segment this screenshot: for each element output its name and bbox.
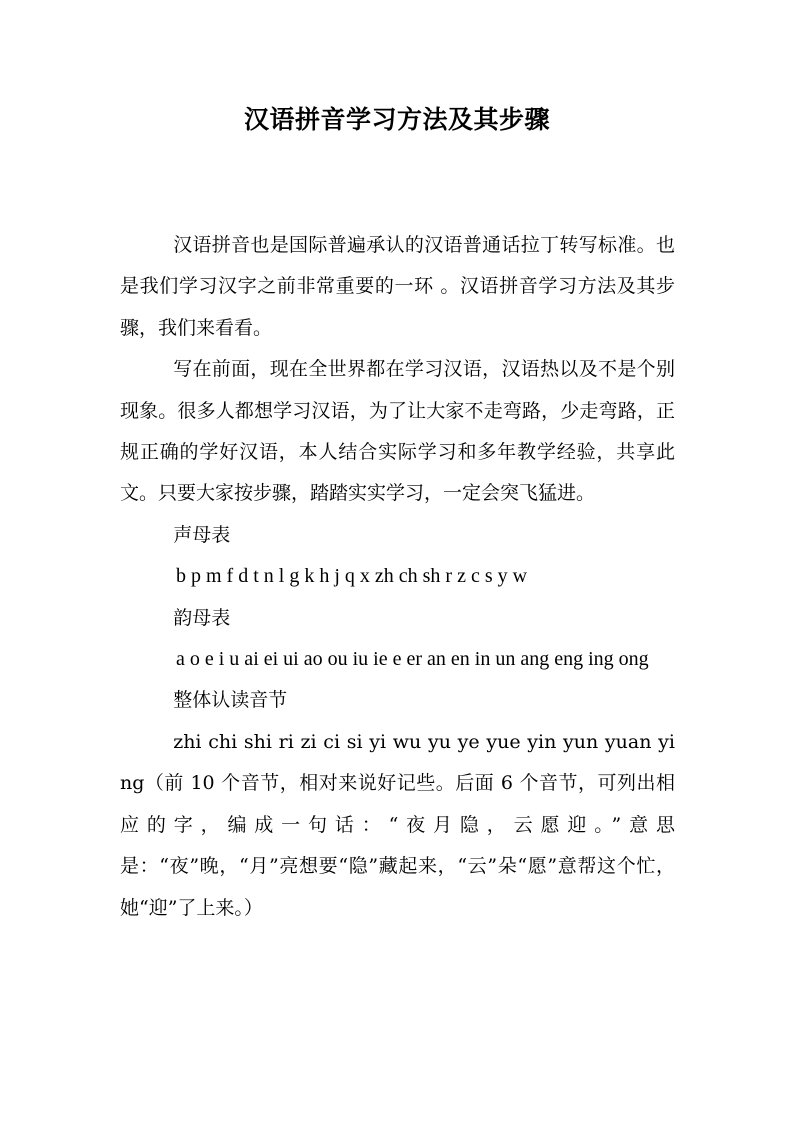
finals-list: a o e i u ai ei ui ao ou iu ie e er an en in un ang eng ing ong bbox=[176, 648, 649, 671]
paragraph-intro: 汉语拼音也是国际普遍承认的汉语普通话拉丁转写标准。也是我们学习汉字之前非常重要的一环 。汉语拼音学习方法及其步骤，我们来看看。 bbox=[120, 234, 675, 339]
document-title: 汉语拼音学习方法及其步骤 bbox=[243, 105, 550, 134]
heading-initials: 声母表 bbox=[173, 523, 231, 546]
heading-whole-syllables: 整体认读音节 bbox=[173, 689, 288, 712]
document-body bbox=[120, 225, 675, 929]
initials-list: b p m f d t n l g k h j q x zh ch sh r z c s y w bbox=[176, 565, 528, 588]
paragraph-preface: 写在前面，现在全世界都在学习汉语，汉语热以及不是个别现象。很多人都想学习汉语，为了让大家不走弯路，少走弯路，正规正确的学好汉语，本人结合实际学习和多年教学经验，共享此文。只要大家按步骤，踏踏实实学习，一定会突飞猛进。 bbox=[120, 358, 675, 505]
heading-finals: 韵母表 bbox=[173, 606, 231, 629]
whole-syllables-paragraph: zhi chi shi ri zi ci si yi wu yu ye yue yin yun yuan ying（前 10 个音节，相对来说好记些。后面 6 个音节，可列出相应的字，编成一句话：“夜月隐，云愿迎。”意思是：“夜”晚，“月”亮想要“隐”藏起来，“云”朵“愿”意帮这个忙，她“迎”了上来。） bbox=[120, 730, 675, 919]
